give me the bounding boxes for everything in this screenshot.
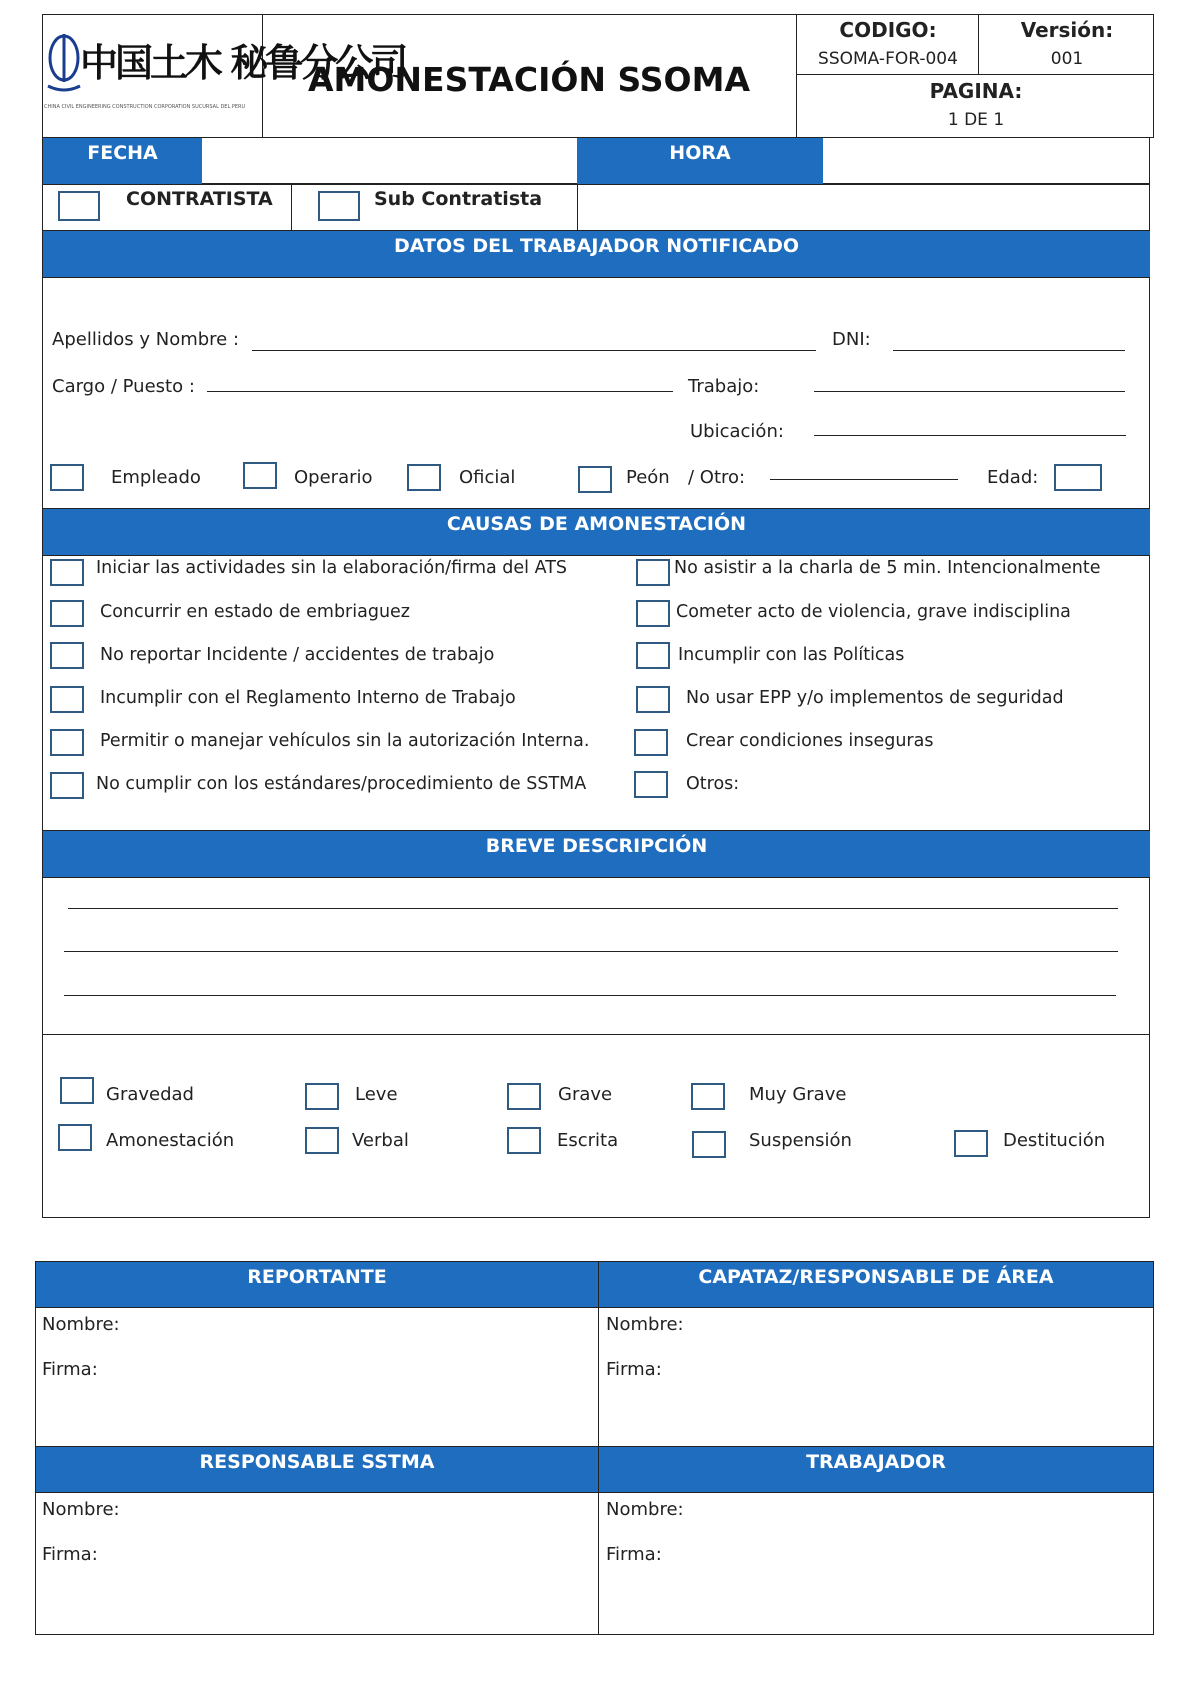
apellidos-field[interactable] <box>252 350 816 351</box>
causa-right-label: Otros: <box>686 774 740 794</box>
fecha-label: FECHA <box>43 138 202 184</box>
globe-icon <box>44 32 84 94</box>
causa-left-checkbox[interactable] <box>50 772 84 799</box>
grave-label: Grave <box>558 1084 613 1105</box>
causa-left-checkbox[interactable] <box>50 686 84 713</box>
edad-label: Edad: <box>987 467 1039 488</box>
contratista-checkbox[interactable] <box>58 191 100 221</box>
causa-right-checkbox[interactable] <box>636 600 670 627</box>
verbal-checkbox[interactable] <box>305 1127 339 1154</box>
sstma-nombre-label: Nombre: <box>42 1499 120 1520</box>
causa-left-checkbox[interactable] <box>50 600 84 627</box>
logo-subtitle: CHINA CIVIL ENGINEERING CONSTRUCTION CORPORATION SUCURSAL DEL PERÚ <box>44 104 246 110</box>
causa-left-label: Iniciar las actividades sin la elaboración/firma del ATS <box>96 558 568 578</box>
descripcion-bottom <box>43 1034 1150 1035</box>
fecha-field[interactable] <box>202 138 577 184</box>
causa-left-checkbox[interactable] <box>50 642 84 669</box>
causa-left-checkbox[interactable] <box>50 559 84 586</box>
oficial-checkbox[interactable] <box>407 464 441 491</box>
causa-left-label: No reportar Incidente / accidentes de trabajo <box>100 645 495 665</box>
logo-text: 中国土木 秘鲁分公司 <box>80 40 406 85</box>
causa-right-label: Incumplir con las Políticas <box>678 645 905 665</box>
trabajo-field[interactable] <box>814 391 1125 392</box>
suspension-label: Suspensión <box>749 1130 852 1151</box>
leve-label: Leve <box>355 1084 398 1105</box>
ubicacion-field[interactable] <box>814 435 1126 436</box>
escrita-checkbox[interactable] <box>507 1127 541 1154</box>
peon-checkbox[interactable] <box>578 466 612 493</box>
trabajo-label: Trabajo: <box>688 376 760 397</box>
causa-right-label: No usar EPP y/o implementos de seguridad <box>686 688 1064 708</box>
descripcion-line-2[interactable] <box>64 951 1118 952</box>
header-divider-4 <box>796 74 1154 75</box>
hora-field[interactable] <box>823 138 1150 184</box>
causa-left-label: No cumplir con los estándares/procedimiento de SSTMA <box>96 774 587 794</box>
ubicacion-label: Ubicación: <box>690 421 784 442</box>
causa-right-label: Crear condiciones inseguras <box>686 731 934 751</box>
descripcion-header: BREVE DESCRIPCIÓN <box>43 830 1150 878</box>
empleado-label: Empleado <box>111 467 201 488</box>
operario-label: Operario <box>294 467 373 488</box>
muy-grave-label: Muy Grave <box>749 1084 847 1105</box>
causa-right-checkbox[interactable] <box>636 559 670 586</box>
muy-grave-checkbox[interactable] <box>691 1083 725 1110</box>
reportante-nombre-label: Nombre: <box>42 1314 120 1335</box>
version-label: Versión: <box>1020 18 1114 42</box>
row1-bottom <box>43 184 1150 185</box>
descripcion-line-1[interactable] <box>68 908 1118 909</box>
row2-divider-1 <box>291 184 292 230</box>
apellidos-label: Apellidos y Nombre : <box>52 329 240 350</box>
sstma-header: RESPONSABLE SSTMA <box>36 1446 598 1493</box>
causa-left-label: Incumplir con el Reglamento Interno de Trabajo <box>100 688 516 708</box>
dni-label: DNI: <box>832 329 871 350</box>
causa-right-checkbox[interactable] <box>636 642 670 669</box>
header-divider-3 <box>978 14 979 75</box>
reportante-firma-label: Firma: <box>42 1359 98 1380</box>
causa-right-label: Cometer acto de violencia, grave indisciplina <box>676 602 1071 622</box>
destitucion-checkbox[interactable] <box>954 1130 988 1157</box>
capataz-nombre-label: Nombre: <box>606 1314 684 1335</box>
pagina-value: 1 DE 1 <box>947 110 1005 130</box>
pagina-label: PAGINA: <box>929 79 1023 103</box>
codigo-label: CODIGO: <box>839 18 937 42</box>
contratista-label: CONTRATISTA <box>126 188 273 210</box>
capataz-header: CAPATAZ/RESPONSABLE DE ÁREA <box>599 1262 1153 1308</box>
cargo-field[interactable] <box>207 391 673 392</box>
causa-left-label: Concurrir en estado de embriaguez <box>100 602 410 622</box>
capataz-firma-label: Firma: <box>606 1359 662 1380</box>
amonestacion-checkbox[interactable] <box>58 1124 92 1151</box>
causa-right-checkbox[interactable] <box>634 729 668 756</box>
causa-left-checkbox[interactable] <box>50 729 84 756</box>
codigo-value: SSOMA-FOR-004 <box>818 49 958 69</box>
subcontratista-checkbox[interactable] <box>318 191 360 221</box>
row2-divider-2 <box>577 184 578 230</box>
otro-field[interactable] <box>770 479 958 480</box>
subcontratista-label: Sub Contratista <box>374 188 543 210</box>
empleado-checkbox[interactable] <box>50 464 84 491</box>
otro-label: / Otro: <box>688 467 746 488</box>
escrita-label: Escrita <box>557 1130 619 1151</box>
destitucion-label: Destitución <box>1003 1130 1106 1151</box>
amonestacion-label: Amonestación <box>106 1130 235 1151</box>
leve-checkbox[interactable] <box>305 1083 339 1110</box>
gravedad-checkbox[interactable] <box>60 1077 94 1104</box>
oficial-label: Oficial <box>459 467 516 488</box>
trabajador-firma-label: Firma: <box>606 1544 662 1565</box>
peon-label: Peón <box>626 467 670 488</box>
company-logo <box>44 28 406 118</box>
datos-header: DATOS DEL TRABAJADOR NOTIFICADO <box>43 230 1150 278</box>
trabajador-header: TRABAJADOR <box>599 1446 1153 1493</box>
header-divider-2 <box>796 14 797 138</box>
causa-right-checkbox[interactable] <box>636 686 670 713</box>
main-frame <box>42 138 1150 1218</box>
causa-right-checkbox[interactable] <box>634 771 668 798</box>
form-title: AMONESTACIÓN SSOMA <box>308 60 750 99</box>
causa-left-label: Permitir o manejar vehículos sin la autorización Interna. <box>100 731 590 751</box>
hora-label: HORA <box>577 138 823 184</box>
descripcion-line-3[interactable] <box>64 995 1116 996</box>
gravedad-label: Gravedad <box>106 1084 194 1105</box>
verbal-label: Verbal <box>352 1130 409 1151</box>
grave-checkbox[interactable] <box>507 1083 541 1110</box>
version-value: 001 <box>1050 49 1084 69</box>
trabajador-nombre-label: Nombre: <box>606 1499 684 1520</box>
sstma-firma-label: Firma: <box>42 1544 98 1565</box>
causa-right-label: No asistir a la charla de 5 min. Intencionalmente <box>674 558 1101 578</box>
edad-checkbox[interactable] <box>1054 464 1102 491</box>
cargo-label: Cargo / Puesto : <box>52 376 195 397</box>
dni-field[interactable] <box>893 350 1125 351</box>
reportante-header: REPORTANTE <box>36 1262 598 1308</box>
operario-checkbox[interactable] <box>243 462 277 489</box>
causas-header: CAUSAS DE AMONESTACIÓN <box>43 508 1150 556</box>
suspension-checkbox[interactable] <box>692 1131 726 1158</box>
